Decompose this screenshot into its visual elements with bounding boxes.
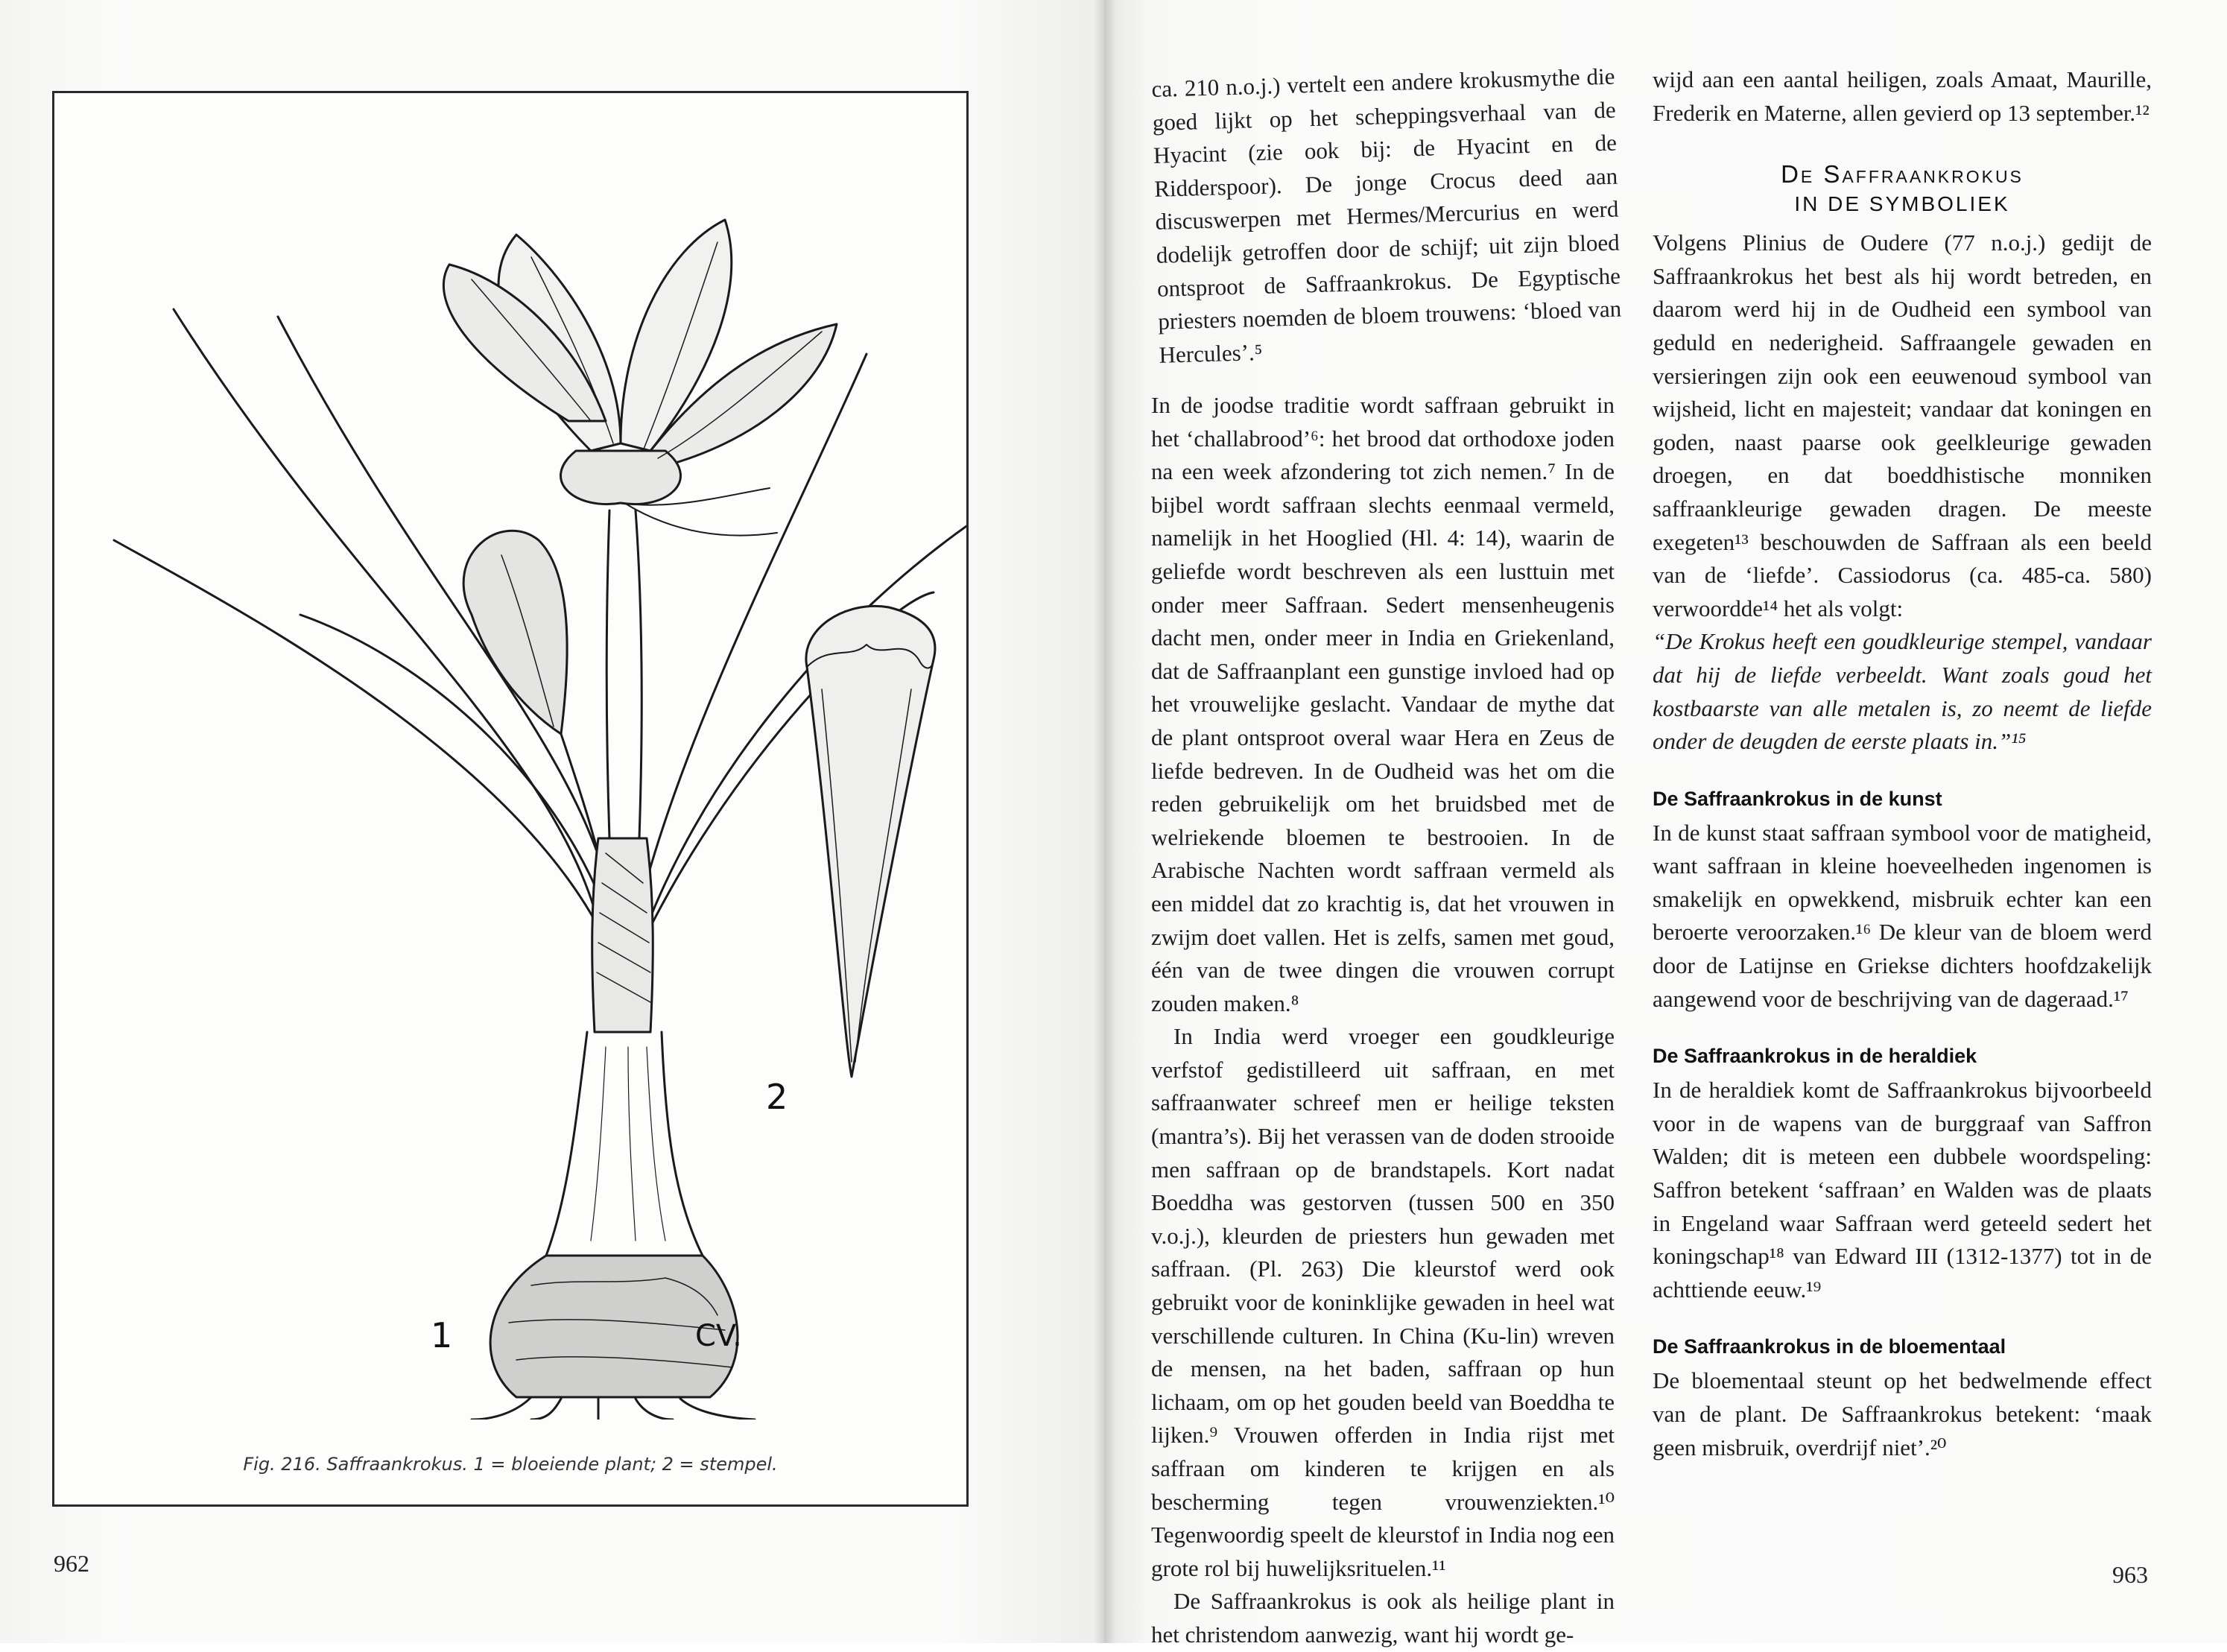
right-column-1: [1151, 361, 1615, 1652]
page-number-left: 962: [54, 1550, 89, 1577]
paragraph-heraldry: In de heraldiek komt de Saffraankrokus bijvoorbeeld voor in de wapens van de burggraaf van Saffron Walden; dit is meteen een dubbele woordspeling: Saffron betekent ‘saffraan’ en Walden was de plaats in Engeland waar Saffraan werd geteeld sedert het koningschap¹⁸ van Edward III (1312-1377) tot in de achttiende eeuw.¹⁹: [1653, 1077, 2152, 1303]
figure-label-2: 2: [766, 1077, 788, 1117]
right-column-1-top: [1151, 60, 1623, 373]
cassiodorus-quote: “De Krokus heeft een goudkleurige stempel, vandaar dat hij de liefde verbeeldt. Want zoals goud het kostbaarste van alle metalen is, zo neemt de liefde onder de deugden de eerste plaats in.”¹⁵: [1653, 628, 2152, 755]
subheading-heraldry: De Saffraankrokus in de heraldiek: [1653, 1045, 1977, 1068]
section-title-line-1: De Saffraankrokus: [1781, 160, 2024, 189]
book-gutter: [1094, 0, 1116, 1643]
left-page: [0, 0, 1104, 1643]
paragraph-flower-language: De bloementaal steunt op het bedwelmende effect van de plant. De Saffraankrokus betekent: ‘maak geen misbruik, overdrijf niet’.²⁰: [1653, 1367, 2152, 1460]
page-number-right: 963: [2112, 1561, 2148, 1588]
section-title-line-2: IN DE SYMBOLIEK: [1794, 192, 2010, 216]
paragraph-crocus-myth: ca. 210 n.o.j.) vertelt een andere krokusmythe die goed lijkt op het scheppingsverhaal van de Hyacint (zie ook bij: de Hyacint en de Ridderspoor). De jonge Crocus deed aan discuswerpen met Hermes/Mercurius en werd dodelijk getroffen door de schijf; uit zijn bloed ontsproot de Saffraankrokus. De Egyptische priesters noemden de bloem trouwens: ‘bloed van Hercules’.⁵: [1151, 63, 1622, 368]
paragraph-art: In de kunst staat saffraan symbool voor de matigheid, want saffraan in kleine hoeveelheden ingenomen is smakelijk en opwekkend, misbruik echter kan een beroerte veroorzaken.¹⁶ De kleur van de bloem werd door de Latijnse en Griekse dichters hoofdzakelijk aangewend voor de beschrijving van de dageraad.¹⁷: [1653, 819, 2152, 1012]
figure-caption: Fig. 216. Saffraankrokus. 1 = bloeiende plant; 2 = stempel.: [243, 1454, 778, 1475]
section-title: [1653, 159, 2152, 219]
paragraph-symbolism: Volgens Plinius de Oudere (77 n.o.j.) gedijt de Saffraankrokus het best als hij wordt betreden, en daarom werd hij in de Oudheid een symbool van geduld en nederigheid. Saffraangele gewaden en versieringen zijn ook een eeuwenoud symbool van wijsheid, licht en majesteit; vandaar dat koningen en goden, naast paarse ook geelkleurige gewaden droegen, en dat boeddhistische monniken saffraankleurige gewaden dragen. De meeste exegeten¹³ beschouwden de Saffraan als een beeld van de ‘liefde’. Cassiodorus (ca. 485-ca. 580) verwoordde¹⁴ het als volgt:: [1653, 230, 2152, 621]
paragraph-jewish-tradition: In de joodse traditie wordt saffraan gebruikt in het ‘challabrood’⁶: het brood dat orthodoxe joden na een week afzondering tot zich nemen.⁷ In de bijbel wordt saffraan slechts eenmaal vermeld, namelijk in het Hooglied (Hl. 4: 14), waarin de geliefde wordt beschreven als een lusttuin met onder meer Saffraan. Sedert mensenheugenis dacht men, onder meer in India en Griekenland, dat de Saffraanplant een gunstige invloed had op het vrouwelijke geslacht. Vandaar de mythe dat de plant ontsproot overal waar Hera en Zeus de liefde bedreven. In de Oudheid was het om die reden gebruikelijk om het bruidsbed met de welriekende bloemen te bestrooien. In de Arabische Nachten wordt saffraan vermeld als een middel dat zo krachtig is, dat het vrouwen in zwijm doet vallen. Het is zelfs, samen met goud, één van de twee dingen die vrouwen corrupt zouden maken.⁸: [1151, 392, 1615, 1016]
subheading-art: De Saffraankrokus in de kunst: [1653, 787, 1942, 810]
paragraph-saints: wijd aan een aantal heiligen, zoals Amaat, Maurille, Frederik en Materne, allen gevierd op 13 september.¹²: [1653, 66, 2152, 126]
right-column-2: [1653, 63, 2152, 1464]
paragraph-india: In India werd vroeger een goudkleurige verfstof gedistilleerd uit saffraan, en met saffraanwater schreef men er heilige teksten (mantra’s). Bij het verassen van de doden strooide men saffraan op de brandstapels. Kort nadat Boeddha was gestorven (tussen 500 en 350 v.o.j.), kleurden de priesters hun gewaden met saffraan. (Pl. 263) Die kleurstof werd ook gebruikt voor de koninklijke gewaden in heel wat verschillende culturen. In China (Ku-lin) wreven de mensen, na het baden, saffraan op hun lichaam, om op het gouden beeld van Boeddha te lijken.⁹ Vrouwen offerden in India rijst met saffraan om kinderen te krijgen en als bescherming tegen vrouwenziekten.¹⁰ Tegenwoordig speelt de kleurstof in India nog een grote rol bij huwelijksrituelen.¹¹: [1151, 1023, 1615, 1581]
figure-label-1: 1: [431, 1315, 453, 1355]
paragraph-christianity: De Saffraankrokus is ook als heilige plant in het christendom aanwezig, want hij wordt ge-: [1151, 1588, 1615, 1648]
figure-frame: [52, 91, 969, 1507]
subheading-flower-language: De Saffraankrokus in de bloementaal: [1653, 1335, 2006, 1358]
crocus-illustration: [54, 93, 966, 1420]
illustrator-signature: CV.: [695, 1319, 742, 1353]
